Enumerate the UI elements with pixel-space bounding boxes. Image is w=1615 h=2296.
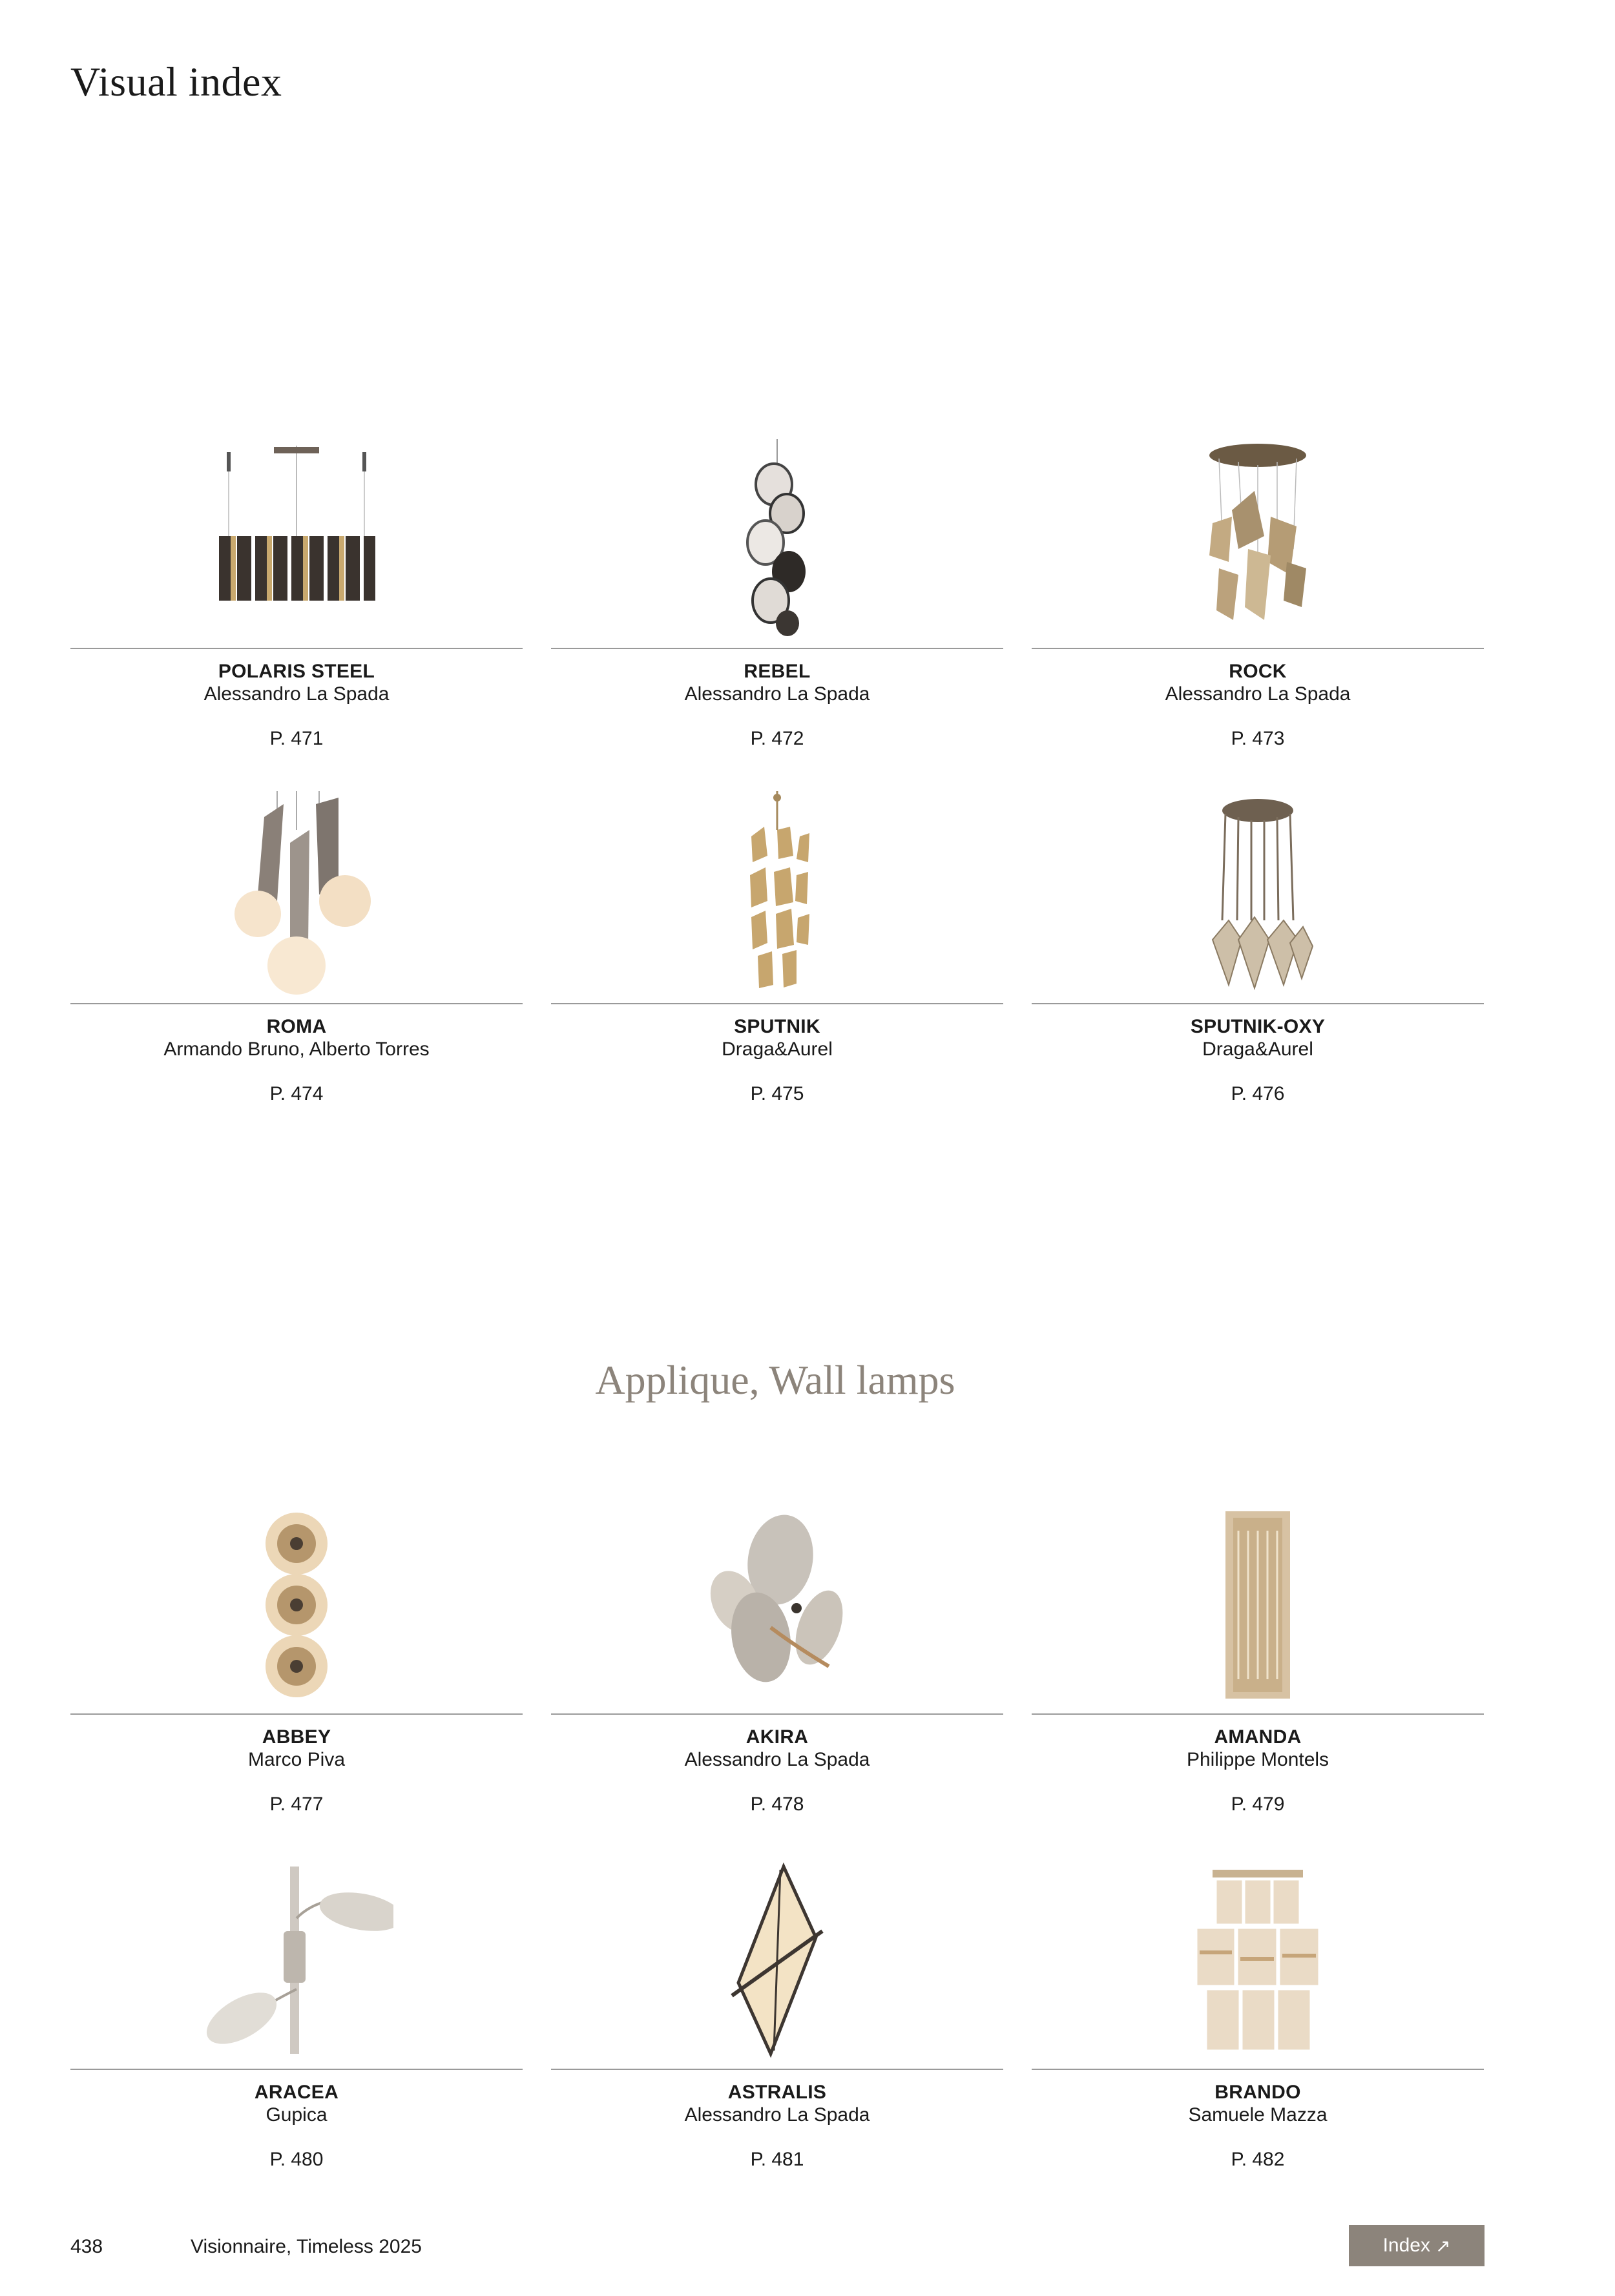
product-card-brando[interactable] (1032, 1854, 1484, 2202)
product-page-link[interactable]: P. 482 (1231, 2149, 1285, 2170)
divider (1032, 1713, 1484, 1715)
product-page-link[interactable]: P. 475 (750, 1083, 804, 1104)
product-card-amanda[interactable] (1032, 1498, 1484, 1847)
product-page-link[interactable]: P. 476 (1231, 1083, 1285, 1104)
product-designer: Armando Bruno, Alberto Torres (163, 1039, 430, 1060)
product-image-polaris-steel (70, 433, 523, 646)
product-name: ABBEY (262, 1726, 331, 1748)
product-image-astralis (551, 1854, 1003, 2067)
product-designer: Gupica (266, 2104, 328, 2125)
product-image-aracea (70, 1854, 523, 2067)
index-button[interactable] (1349, 2225, 1485, 2266)
product-designer: Samuele Mazza (1188, 2104, 1328, 2125)
product-page-link[interactable]: P. 478 (750, 1794, 804, 1815)
product-designer: Marco Piva (247, 1749, 346, 1770)
product-name: SPUTNIK (734, 1016, 820, 1037)
product-card-astralis[interactable] (551, 1854, 1003, 2202)
product-name: BRANDO (1214, 2082, 1301, 2103)
product-page-link[interactable]: P. 471 (269, 728, 324, 749)
product-name: AMANDA (1214, 1726, 1302, 1748)
footer-page-number: 438 (70, 2236, 103, 2257)
product-page-link[interactable]: P. 477 (269, 1794, 324, 1815)
divider (70, 1713, 523, 1715)
product-card-rebel[interactable] (551, 433, 1003, 781)
divider (551, 1713, 1003, 1715)
product-name: REBEL (744, 661, 811, 682)
product-card-sputnik[interactable] (551, 788, 1003, 1137)
divider (1032, 648, 1484, 649)
product-name: ARACEA (254, 2082, 339, 2103)
product-card-rock[interactable] (1032, 433, 1484, 781)
section-title: Applique, Wall lamps (595, 1357, 955, 1403)
divider (1032, 1003, 1484, 1004)
product-name: AKIRA (745, 1726, 809, 1748)
footer-publication: Visionnaire, Timeless 2025 (191, 2236, 422, 2257)
product-designer: Alessandro La Spada (684, 2104, 870, 2125)
product-page-link[interactable]: P. 474 (269, 1083, 324, 1104)
product-card-aracea[interactable] (70, 1854, 523, 2202)
product-image-abbey (70, 1498, 523, 1712)
product-page-link[interactable]: P. 480 (269, 2149, 324, 2170)
product-name: POLARIS STEEL (218, 661, 375, 682)
product-page-link[interactable]: P. 472 (750, 728, 804, 749)
divider (1032, 2069, 1484, 2070)
divider (70, 1003, 523, 1004)
product-card-roma[interactable] (70, 788, 523, 1137)
divider (70, 2069, 523, 2070)
product-name: ASTRALIS (727, 2082, 827, 2103)
product-page-link[interactable]: P. 473 (1231, 728, 1285, 749)
page-title: Visual index (70, 59, 282, 105)
product-card-sputnik-oxy[interactable] (1032, 788, 1484, 1137)
divider (551, 2069, 1003, 2070)
divider (70, 648, 523, 649)
product-card-abbey[interactable] (70, 1498, 523, 1847)
product-image-sputnik (551, 788, 1003, 1001)
product-image-rock (1032, 433, 1484, 646)
product-image-rebel (551, 433, 1003, 646)
product-image-akira (551, 1498, 1003, 1712)
product-page-link[interactable]: P. 479 (1231, 1794, 1285, 1815)
arrow-up-right-icon: ↗ (1435, 2235, 1451, 2256)
product-image-roma (70, 788, 523, 1001)
divider (551, 1003, 1003, 1004)
product-image-sputnik-oxy (1032, 788, 1484, 1001)
product-name: ROCK (1229, 661, 1287, 682)
product-card-akira[interactable] (551, 1498, 1003, 1847)
product-designer: Philippe Montels (1186, 1749, 1329, 1770)
product-name: SPUTNIK-OXY (1190, 1016, 1326, 1037)
product-designer: Alessandro La Spada (203, 683, 390, 705)
divider (551, 648, 1003, 649)
product-image-amanda (1032, 1498, 1484, 1712)
product-image-brando (1032, 1854, 1484, 2067)
product-designer: Draga&Aurel (1202, 1039, 1313, 1060)
product-designer: Alessandro La Spada (684, 683, 870, 705)
product-designer: Alessandro La Spada (1165, 683, 1351, 705)
product-card-polaris-steel[interactable] (70, 433, 523, 781)
product-designer: Alessandro La Spada (684, 1749, 870, 1770)
product-name: ROMA (266, 1016, 327, 1037)
index-button-label: Index (1382, 2235, 1430, 2256)
product-designer: Draga&Aurel (722, 1039, 833, 1060)
product-page-link[interactable]: P. 481 (750, 2149, 804, 2170)
